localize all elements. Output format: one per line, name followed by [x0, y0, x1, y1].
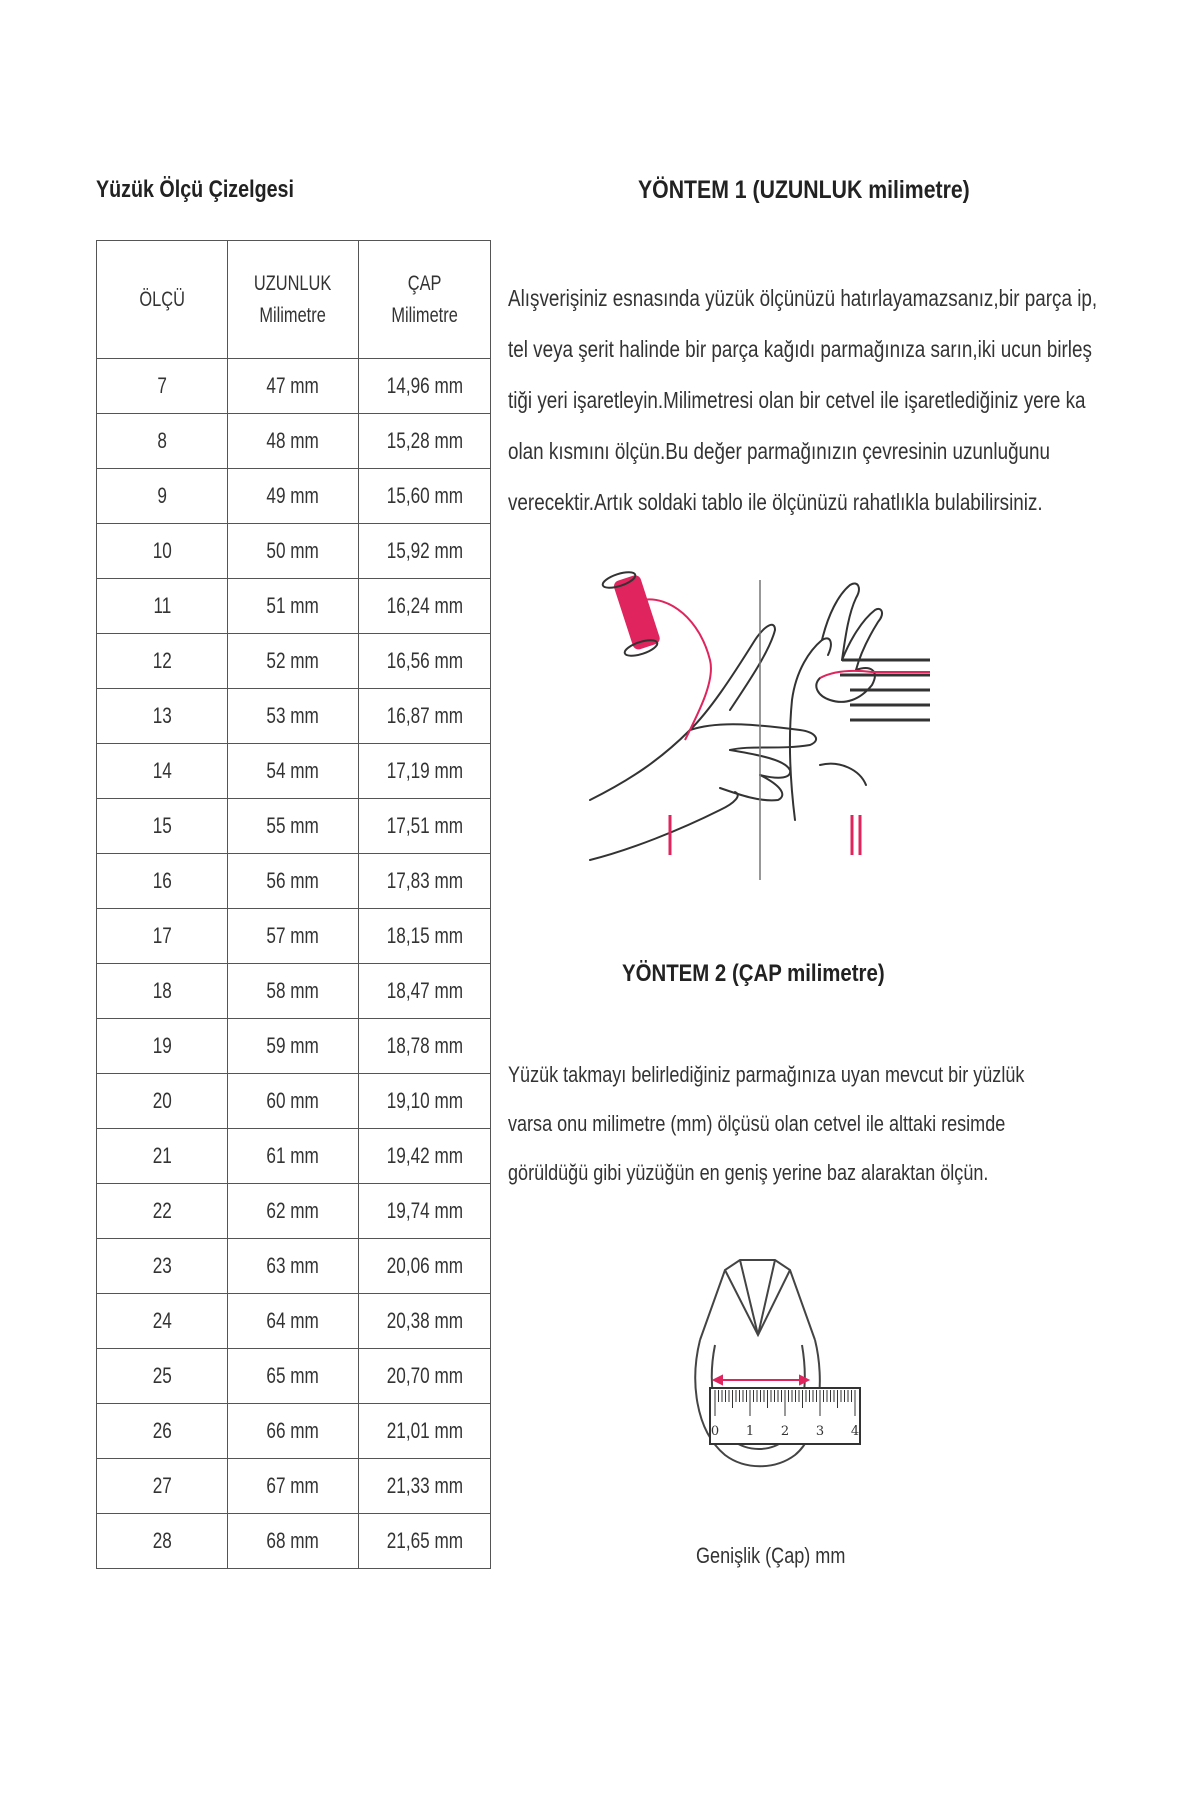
- table-row: [97, 909, 491, 964]
- table-row: [97, 1514, 491, 1569]
- cell-length: 59 mm: [228, 1019, 359, 1074]
- cell-size: 25: [97, 1349, 228, 1404]
- step1-hand-drawing: [590, 625, 816, 860]
- table-header-row: [97, 241, 491, 359]
- cell-size: 27: [97, 1459, 228, 1514]
- cell-size: 17: [97, 909, 228, 964]
- cell-size: 14: [97, 744, 228, 799]
- method1-line: verecektir.Artık soldaki tablo ile ölçünüzü rahatlıkla bulabilirsiniz.: [508, 489, 1043, 515]
- table-row: [97, 469, 491, 524]
- cell-diameter: 15,92 mm: [359, 524, 491, 579]
- ring-caption: Genişlik (Çap) mm: [696, 1543, 846, 1568]
- table-row: [97, 414, 491, 469]
- cell-diameter: 21,01 mm: [359, 1404, 491, 1459]
- table-row: [97, 689, 491, 744]
- table-row: [97, 854, 491, 909]
- method2-line: varsa onu milimetre (mm) ölçüsü olan cetvel ile alttaki resimde: [508, 1111, 1006, 1136]
- cell-size: 8: [97, 414, 228, 469]
- cell-length: 63 mm: [228, 1239, 359, 1294]
- cell-size: 19: [97, 1019, 228, 1074]
- method2-line: görüldüğü gibi yüzüğün en geniş yerine baz alaraktan ölçün.: [508, 1160, 989, 1185]
- cell-length: 54 mm: [228, 744, 359, 799]
- cell-diameter: 21,33 mm: [359, 1459, 491, 1514]
- table-row: [97, 634, 491, 689]
- table-row: [97, 579, 491, 634]
- method1-title: YÖNTEM 1 (UZUNLUK milimetre): [638, 176, 970, 204]
- cell-length: 48 mm: [228, 414, 359, 469]
- method1-line: olan kısmını ölçün.Bu değer parmağınızın çevresinin uzunluğunu: [508, 438, 1051, 464]
- cell-length: 57 mm: [228, 909, 359, 964]
- cell-size: 18: [97, 964, 228, 1019]
- cell-length: 47 mm: [228, 359, 359, 414]
- ring-ruler-illustration: [670, 1240, 870, 1480]
- cell-size: 10: [97, 524, 228, 579]
- ruler-number: 1: [745, 1424, 755, 1439]
- table-row: [97, 1019, 491, 1074]
- cell-diameter: 17,51 mm: [359, 799, 491, 854]
- header-diameter: ÇAP Milimetre: [359, 241, 491, 359]
- cell-length: 61 mm: [228, 1129, 359, 1184]
- cell-diameter: 20,70 mm: [359, 1349, 491, 1404]
- cell-diameter: 18,15 mm: [359, 909, 491, 964]
- method2-title: YÖNTEM 2 (ÇAP milimetre): [622, 960, 885, 987]
- method1-description: [508, 273, 1097, 528]
- cell-length: 49 mm: [228, 469, 359, 524]
- cell-diameter: 19,10 mm: [359, 1074, 491, 1129]
- table-row: [97, 524, 491, 579]
- cell-size: 15: [97, 799, 228, 854]
- method1-line: tiği yeri işaretleyin.Milimetresi olan bir cetvel ile işaretlediğiniz yere ka: [508, 387, 1086, 413]
- cell-length: 58 mm: [228, 964, 359, 1019]
- cell-size: 22: [97, 1184, 228, 1239]
- table-row: [97, 1184, 491, 1239]
- cell-length: 52 mm: [228, 634, 359, 689]
- cell-length: 68 mm: [228, 1514, 359, 1569]
- cell-length: 66 mm: [228, 1404, 359, 1459]
- cell-size: 11: [97, 579, 228, 634]
- table-row: [97, 1239, 491, 1294]
- thread-spool-icon: [601, 569, 711, 740]
- cell-diameter: 15,28 mm: [359, 414, 491, 469]
- cell-diameter: 16,24 mm: [359, 579, 491, 634]
- cell-size: 21: [97, 1129, 228, 1184]
- cell-size: 16: [97, 854, 228, 909]
- cell-diameter: 15,60 mm: [359, 469, 491, 524]
- cell-size: 9: [97, 469, 228, 524]
- cell-size: 23: [97, 1239, 228, 1294]
- cell-length: 50 mm: [228, 524, 359, 579]
- cell-length: 56 mm: [228, 854, 359, 909]
- table-row: [97, 1294, 491, 1349]
- method1-line: Alışverişiniz esnasında yüzük ölçünüzü hatırlayamazsanız,bir parça ip,: [508, 285, 1098, 311]
- cell-diameter: 20,38 mm: [359, 1294, 491, 1349]
- cell-length: 67 mm: [228, 1459, 359, 1514]
- cell-length: 62 mm: [228, 1184, 359, 1239]
- table-row: [97, 359, 491, 414]
- cell-size: 7: [97, 359, 228, 414]
- cell-length: 64 mm: [228, 1294, 359, 1349]
- ring-size-table: [96, 240, 491, 1569]
- method2-description: [508, 1050, 1024, 1197]
- cell-diameter: 16,56 mm: [359, 634, 491, 689]
- cell-diameter: 19,74 mm: [359, 1184, 491, 1239]
- cell-size: 26: [97, 1404, 228, 1459]
- cell-diameter: 18,47 mm: [359, 964, 491, 1019]
- cell-diameter: 17,83 mm: [359, 854, 491, 909]
- cell-diameter: 18,78 mm: [359, 1019, 491, 1074]
- method1-line: tel veya şerit halinde bir parça kağıdı parmağınıza sarın,iki ucun birleş: [508, 336, 1092, 362]
- cell-diameter: 14,96 mm: [359, 359, 491, 414]
- ruler-number: 2: [780, 1424, 790, 1439]
- cell-length: 51 mm: [228, 579, 359, 634]
- diameter-arrow: [714, 1376, 808, 1384]
- ruler-number: 3: [815, 1424, 825, 1439]
- size-chart-title: Yüzük Ölçü Çizelgesi: [96, 176, 294, 203]
- cell-size: 12: [97, 634, 228, 689]
- table-row: [97, 1349, 491, 1404]
- cell-size: 28: [97, 1514, 228, 1569]
- table-row: [97, 1074, 491, 1129]
- method2-line: Yüzük takmayı belirlediğiniz parmağınıza uyan mevcut bir yüzlük: [508, 1062, 1025, 1087]
- cell-size: 20: [97, 1074, 228, 1129]
- table-row: [97, 1404, 491, 1459]
- ruler-lines: [840, 660, 930, 720]
- header-size: ÖLÇÜ: [97, 241, 228, 359]
- finger-measuring-illustration: [560, 560, 960, 920]
- cell-length: 60 mm: [228, 1074, 359, 1129]
- ruler-number: 0: [710, 1424, 720, 1439]
- header-length: UZUNLUK Milimetre: [228, 241, 359, 359]
- cell-diameter: 19,42 mm: [359, 1129, 491, 1184]
- step2-hand-drawing: [790, 583, 882, 820]
- cell-diameter: 17,19 mm: [359, 744, 491, 799]
- cell-diameter: 20,06 mm: [359, 1239, 491, 1294]
- table-row: [97, 799, 491, 854]
- table-row: [97, 1129, 491, 1184]
- table-row: [97, 744, 491, 799]
- table-row: [97, 964, 491, 1019]
- table-row: [97, 1459, 491, 1514]
- cell-size: 13: [97, 689, 228, 744]
- cell-diameter: 21,65 mm: [359, 1514, 491, 1569]
- cell-length: 55 mm: [228, 799, 359, 854]
- cell-size: 24: [97, 1294, 228, 1349]
- cell-length: 65 mm: [228, 1349, 359, 1404]
- cell-diameter: 16,87 mm: [359, 689, 491, 744]
- cell-length: 53 mm: [228, 689, 359, 744]
- ruler-number: 4: [850, 1424, 860, 1439]
